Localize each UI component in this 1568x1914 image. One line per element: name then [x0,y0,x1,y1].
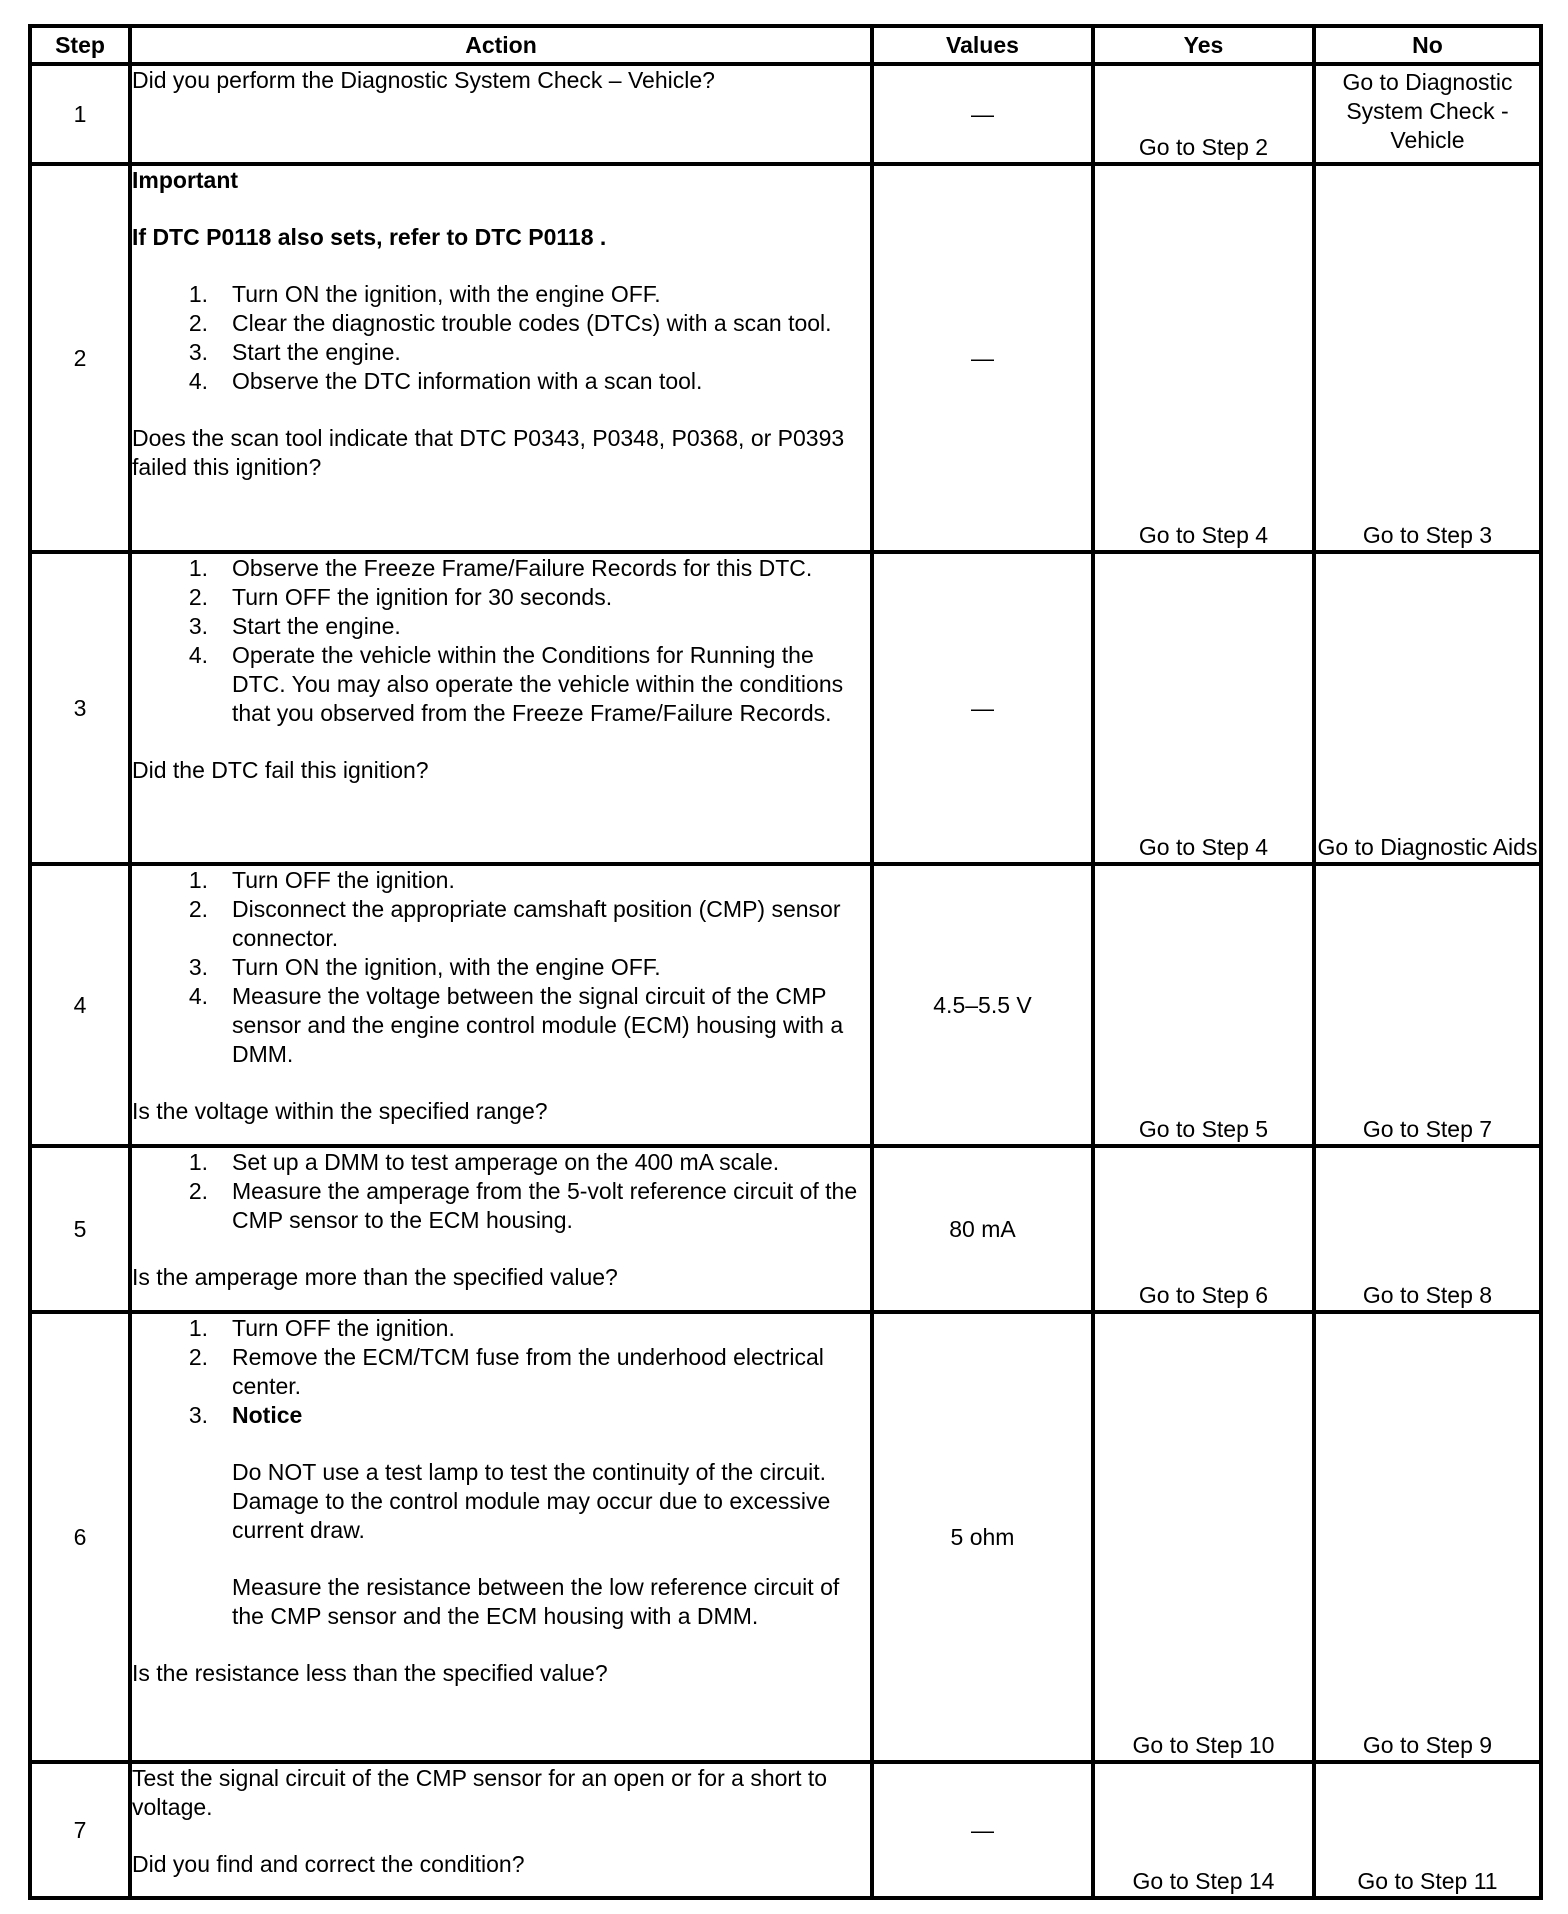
list-item: 1. Set up a DMM to test amperage on the 400 mA scale. [188,1149,780,1175]
action-cell [130,164,872,552]
question-text: Is the voltage within the specified range? [132,1098,548,1124]
value-cell: — [872,1762,1093,1898]
list-item: 2. Disconnect the appropriate camshaft position (CMP) sensor connector. [188,896,841,951]
header-values: Values [872,26,1093,64]
yes-cell: Go to Step 10 [1093,1312,1314,1762]
step-number: 2 [30,164,130,552]
table-row [30,1762,1541,1898]
no-cell: Go to Step 11 [1314,1762,1541,1898]
question-text: Is the resistance less than the specified value? [132,1660,608,1686]
list-item: 3. Notice [132,1401,870,1430]
step-number: 1 [30,64,130,164]
question-text: Is the amperage more than the specified value? [132,1264,618,1290]
list-item: 2. Remove the ECM/TCM fuse from the underhood electrical center. [188,1344,824,1399]
step-number: 3 [30,552,130,864]
no-cell: Go to Step 9 [1314,1312,1541,1762]
header-no: No [1314,26,1541,64]
action-cell [130,864,872,1146]
step-number: 5 [30,1146,130,1312]
procedure-list [132,1148,870,1235]
list-item: 2. Measure the amperage from the 5-volt reference circuit of the CMP sensor to the ECM housing. [188,1178,858,1233]
header-action: Action [130,26,872,64]
table-row [30,1312,1541,1762]
yes-cell: Go to Step 4 [1093,552,1314,864]
table-row [30,864,1541,1146]
no-cell: Go to Step 7 [1314,864,1541,1146]
question-text: Did the DTC fail this ignition? [132,757,429,783]
procedure-list [132,554,870,728]
value-cell: 5 ohm [872,1312,1093,1762]
list-item: 4. Measure the voltage between the signal circuit of the CMP sensor and the engine control module (ECM) housing with a DMM. [188,983,844,1067]
list-item: 1. Turn OFF the ignition. [188,867,455,893]
notice-label: Notice [232,1402,303,1428]
list-item: 3. Start the engine. [188,613,401,639]
header-step: Step [30,26,130,64]
step-number: 6 [30,1312,130,1762]
diagnostic-table [28,24,1543,1900]
list-item: 4. Operate the vehicle within the Conditions for Running the DTC. You may also operate the vehicle within the conditions that you observed from the Freeze Frame/Failure Records. [188,642,844,726]
procedure-list [132,866,870,1069]
value-cell: — [872,64,1093,164]
procedure-list [132,280,870,396]
list-item: 1. Observe the Freeze Frame/Failure Records for this DTC. [188,555,813,581]
action-cell [130,552,872,864]
list-item: 1. Turn ON the ignition, with the engine OFF. [188,281,661,307]
action-cell [130,1762,872,1898]
list-item: 2. Turn OFF the ignition for 30 seconds. [188,584,613,610]
list-item: 1. Turn OFF the ignition. [188,1315,455,1341]
action-text: Test the signal circuit of the CMP sensor for an open or for a short to voltage. [132,1765,828,1820]
question-text: Does the scan tool indicate that DTC P0343, P0348, P0368, or P0393 failed this ignition? [132,425,845,480]
table-row [30,64,1541,164]
header-row [30,26,1541,64]
no-cell: Go to Diagnostic Aids [1314,552,1541,864]
yes-cell: Go to Step 4 [1093,164,1314,552]
yes-cell: Go to Step 5 [1093,864,1314,1146]
notice-text: Do NOT use a test lamp to test the continuity of the circuit. Damage to the control module may occur due to excessive current draw. [232,1459,831,1543]
step-number: 7 [30,1762,130,1898]
important-label: Important [132,167,239,193]
list-item: 2. Clear the diagnostic trouble codes (DTCs) with a scan tool. [188,310,832,336]
diagnostic-page [28,24,1539,1900]
value-cell: — [872,164,1093,552]
question-text: Did you find and correct the condition? [132,1851,525,1877]
action-cell [130,64,872,164]
action-cell [130,1146,872,1312]
value-cell: — [872,552,1093,864]
list-item: 4. Observe the DTC information with a scan tool. [188,368,703,394]
no-cell: Go to Step 3 [1314,164,1541,552]
table-row [30,552,1541,864]
important-note: If DTC P0118 also sets, refer to DTC P0118 . [132,224,607,250]
action-cell [130,1312,872,1762]
yes-cell: Go to Step 14 [1093,1762,1314,1898]
measure-text: Measure the resistance between the low reference circuit of the CMP sensor and the ECM housing with a DMM. [232,1574,840,1629]
step-number: 4 [30,864,130,1146]
yes-cell: Go to Step 6 [1093,1146,1314,1312]
header-yes: Yes [1093,26,1314,64]
table-row [30,164,1541,552]
question-text: Did you perform the Diagnostic System Check – Vehicle? [132,67,715,93]
no-cell: Go to Diagnostic System Check - Vehicle [1314,64,1541,164]
list-item: 3. Start the engine. [188,339,401,365]
no-cell: Go to Step 8 [1314,1146,1541,1312]
value-cell: 80 mA [872,1146,1093,1312]
yes-cell: Go to Step 2 [1093,64,1314,164]
value-cell: 4.5–5.5 V [872,864,1093,1146]
list-item: 3. Turn ON the ignition, with the engine OFF. [188,954,661,980]
procedure-list [132,1314,870,1430]
table-row [30,1146,1541,1312]
